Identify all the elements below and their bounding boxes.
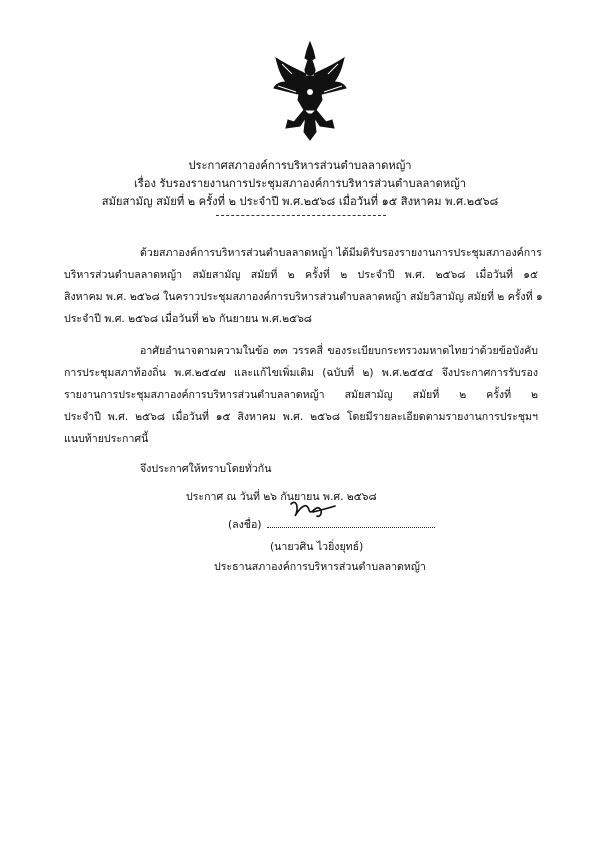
- closing-line: จึงประกาศให้ทราบโดยทั่วกัน: [140, 463, 272, 475]
- garuda-emblem-icon: [270, 40, 350, 145]
- para1-line-1: ด้วยสภาองค์การบริหารส่วนตำบลลาดหญ้า ได้มีมติรับรองรายงานการประชุมสภาองค์การ: [140, 247, 542, 259]
- para2-line-5: แนบท้ายประกาศนี้: [64, 433, 149, 445]
- para2-line-4: ประจำปี พ.ศ. ๒๕๖๘ เมื่อวันที่ ๑๕ สิงหาคม พ.ศ. ๒๕๖๘ โดยมีรายละเอียดตามรายงานการประชุมฯ: [64, 411, 538, 423]
- signature-label: (ลงชื่อ): [228, 519, 262, 531]
- para1-line-2: บริหารส่วนตำบลลาดหญ้า สมัยสามัญ สมัยที่ ๒ ครั้งที่ ๒ ประจำปี พ.ศ. ๒๕๖๘ เมื่อวันที่ ๑๕: [64, 269, 538, 281]
- signature-line: [228, 516, 435, 533]
- signer-position: ประธานสภาองค์การบริหารส่วนตำบลลาดหญ้า: [214, 561, 426, 573]
- signer-name: (นายวศิน ไวยิ่งยุทธ์): [270, 541, 364, 553]
- title-divider: [216, 215, 386, 216]
- announced-date: ประกาศ ณ วันที่ ๒๖ กันยายน พ.ศ. ๒๕๖๘: [186, 491, 377, 503]
- page-title: ประกาศสภาองค์การบริหารส่วนตำบลลาดหญ้า: [188, 159, 412, 172]
- signature-dotted-line: [267, 517, 435, 528]
- para2-line-3: รายงานการประชุมสภาองค์การบริหารส่วนตำบลลาดหญ้า สมัยสามัญ สมัยที่ ๒ ครั้งที่ ๒: [64, 389, 538, 401]
- para1-line-3: สิงหาคม พ.ศ. ๒๕๖๘ ในคราวประชุมสภาองค์การบริหารส่วนตำบลลาดหญ้า สมัยวิสามัญ สมัยที่ ๒ ครั้งที่ ๑: [64, 291, 543, 303]
- session-line: สมัยสามัญ สมัยที่ ๒ ครั้งที่ ๒ ประจำปี พ.ศ.๒๕๖๘ เมื่อวันที่ ๑๕ สิงหาคม พ.ศ.๒๕๖๘: [101, 195, 499, 208]
- subject-line: เรื่อง รับรองรายงานการประชุมสภาองค์การบริหารส่วนตำบลลาดหญ้า: [133, 177, 467, 190]
- para2-line-1: อาศัยอำนาจตามความในข้อ ๓๓ วรรคสี่ ของระเบียบกระทรวงมหาดไทยว่าด้วยข้อบังคับ: [140, 345, 538, 357]
- para2-line-2: การประชุมสภาท้องถิ่น พ.ศ.๒๕๔๗ และแก้ไขเพิ่มเติม (ฉบับที่ ๒) พ.ศ.๒๕๕๔ จึงประกาศการรับรอง: [64, 367, 538, 379]
- para1-line-4: ประจำปี พ.ศ. ๒๕๖๘ เมื่อวันที่ ๒๖ กันยายน พ.ศ.๒๕๖๘: [64, 313, 312, 325]
